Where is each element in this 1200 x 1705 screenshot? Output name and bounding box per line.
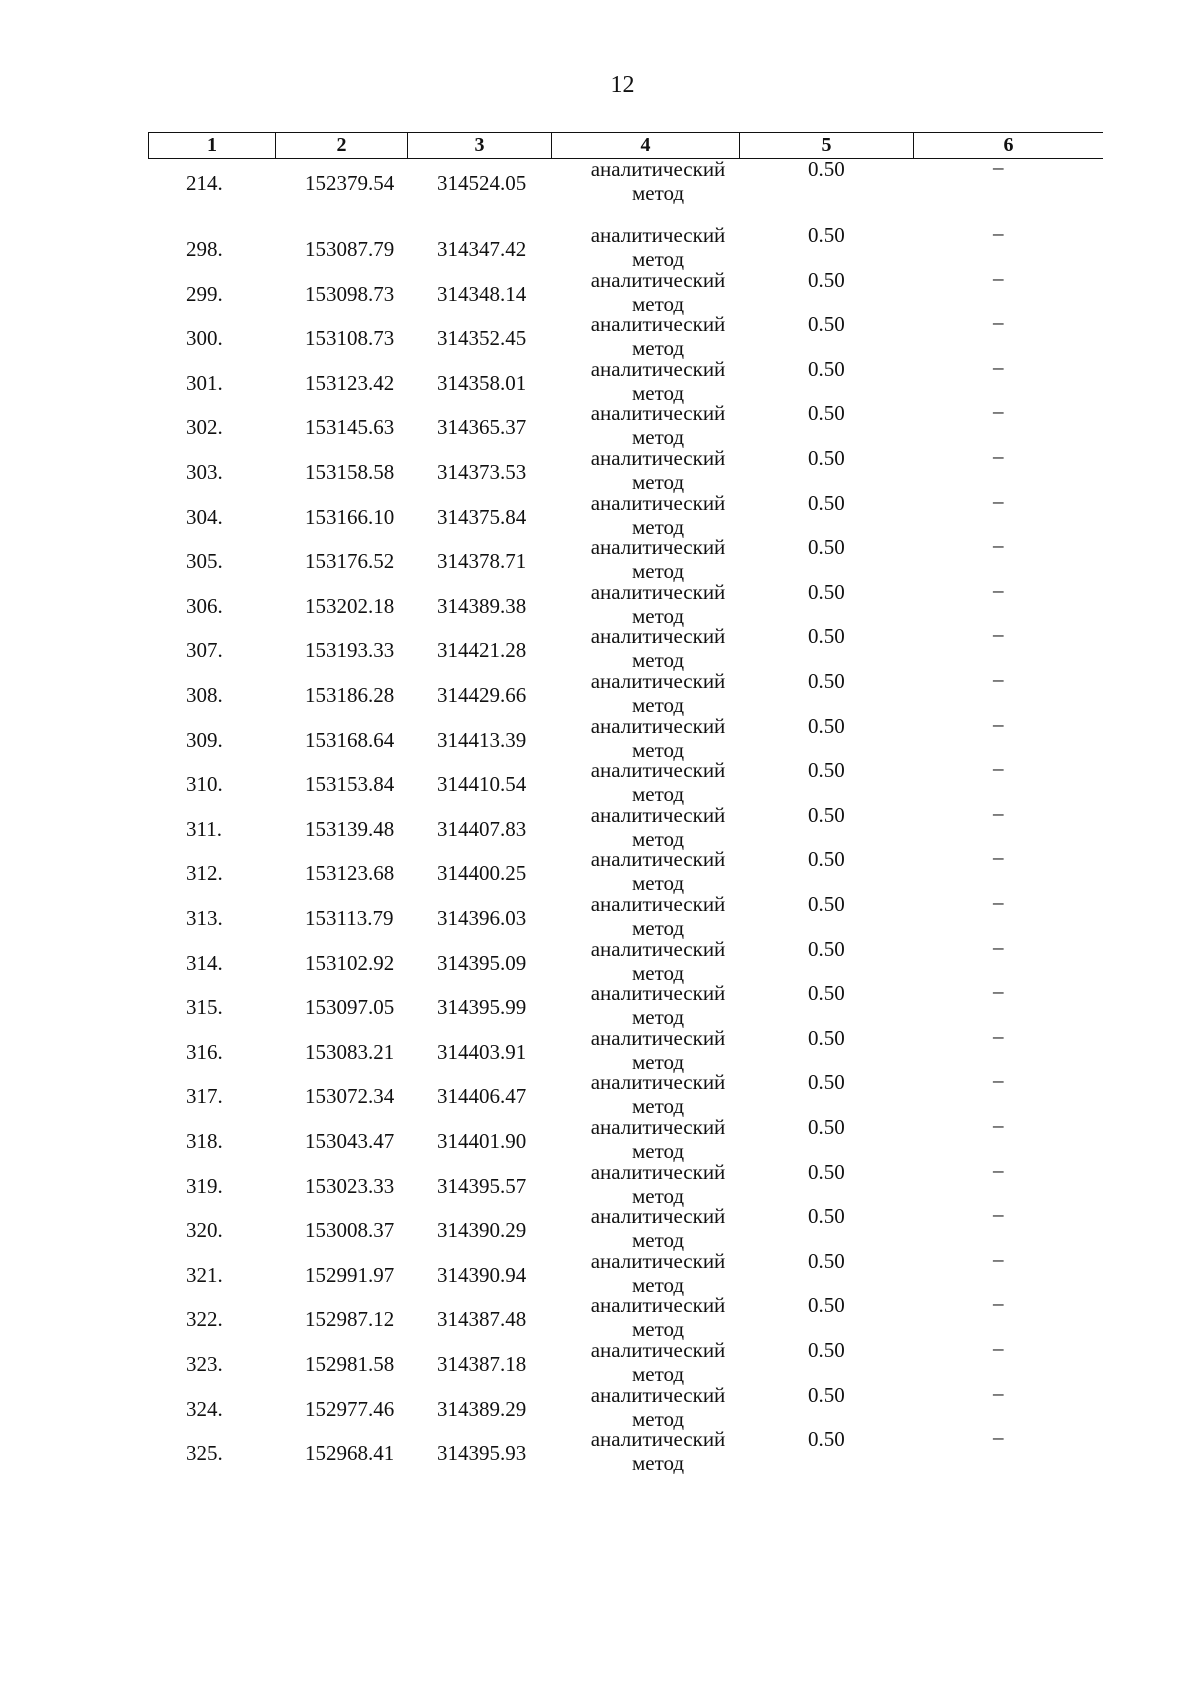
table-row — [148, 1293, 1103, 1341]
coordinate-y: 314403.91 — [437, 1039, 527, 1064]
method-line-2: метод — [631, 559, 685, 584]
accuracy-value: 0.50 — [808, 981, 845, 1006]
method-line-1: аналитический — [590, 713, 726, 738]
coordinate-y: 314387.48 — [437, 1307, 527, 1332]
accuracy-value: 0.50 — [808, 1382, 845, 1407]
accuracy-value: 0.50 — [808, 1159, 845, 1184]
accuracy-value: 0.50 — [808, 802, 845, 827]
method-cell — [578, 446, 738, 494]
method-line-1: аналитический — [590, 446, 726, 470]
note-dash: – — [993, 1380, 1004, 1405]
method-line-2: метод — [631, 1406, 685, 1431]
method-line-1: аналитический — [590, 669, 726, 693]
coordinate-y: 314373.53 — [437, 460, 527, 484]
coordinate-y: 314387.18 — [437, 1352, 527, 1376]
row-number: 317. — [186, 1084, 223, 1109]
row-number: 310. — [186, 772, 223, 797]
coordinate-y: 314396.03 — [437, 906, 527, 930]
table-row — [148, 488, 1103, 539]
method-cell — [578, 535, 738, 583]
accuracy-value: 0.50 — [808, 1338, 845, 1362]
table-row — [148, 669, 1103, 717]
accuracy-value: 0.50 — [808, 1293, 845, 1318]
table-row — [148, 1023, 1103, 1074]
method-line-2: метод — [631, 425, 685, 450]
table-row — [148, 223, 1103, 271]
accuracy-value: 0.50 — [808, 223, 845, 247]
method-line-1: аналитический — [590, 1248, 726, 1273]
coordinate-x: 153202.18 — [305, 593, 395, 618]
accuracy-value: 0.50 — [808, 312, 845, 337]
table-row — [148, 1427, 1103, 1475]
method-line-1: аналитический — [590, 1159, 726, 1184]
table-row — [148, 934, 1103, 985]
row-number: 305. — [186, 549, 223, 574]
method-cell — [578, 401, 738, 449]
note-dash: – — [993, 711, 1004, 736]
coordinate-x: 153123.68 — [305, 861, 395, 886]
coordinate-y: 314365.37 — [437, 415, 527, 440]
coordinate-x: 153097.05 — [305, 995, 395, 1020]
accuracy-value: 0.50 — [808, 936, 845, 961]
method-line-2: метод — [631, 1451, 685, 1476]
method-line-1: аналитический — [590, 936, 726, 961]
accuracy-value: 0.50 — [808, 401, 845, 426]
coordinate-y: 314390.94 — [437, 1262, 527, 1287]
note-dash: – — [993, 488, 1004, 513]
row-number: 302. — [186, 415, 223, 440]
accuracy-value: 0.50 — [808, 356, 845, 381]
coordinate-x: 152968.41 — [305, 1441, 395, 1466]
method-line-1: аналитический — [590, 490, 726, 515]
method-line-2: метод — [631, 1228, 685, 1253]
note-dash: – — [993, 310, 1004, 335]
coordinate-y: 314395.99 — [437, 995, 527, 1020]
method-line-2: метод — [631, 247, 685, 271]
method-line-1: аналитический — [590, 847, 726, 872]
table-row — [148, 758, 1103, 806]
method-cell — [578, 157, 738, 205]
method-line-2: метод — [631, 1317, 685, 1342]
method-line-2: метод — [631, 960, 685, 985]
note-dash: – — [993, 1246, 1004, 1271]
accuracy-value: 0.50 — [808, 1204, 845, 1229]
note-dash: – — [993, 890, 1004, 914]
column-header-5: 5 — [740, 133, 914, 158]
method-cell — [578, 357, 738, 405]
accuracy-value: 0.50 — [808, 267, 845, 292]
coordinate-x: 153123.42 — [305, 370, 395, 395]
method-cell — [578, 624, 738, 672]
method-cell — [578, 1427, 738, 1475]
row-number: 321. — [186, 1262, 223, 1287]
coordinate-y: 314401.90 — [437, 1129, 527, 1153]
row-number: 323. — [186, 1352, 223, 1376]
note-dash: – — [993, 845, 1004, 870]
coordinate-y: 314524.05 — [437, 171, 527, 195]
accuracy-value: 0.50 — [808, 1025, 845, 1050]
row-number: 300. — [186, 326, 223, 351]
method-line-2: метод — [631, 1094, 685, 1119]
coordinate-x: 153072.34 — [305, 1084, 395, 1109]
method-line-2: метод — [631, 737, 685, 762]
row-number: 214. — [186, 171, 223, 195]
coordinate-y: 314395.93 — [437, 1441, 527, 1466]
note-dash: – — [993, 354, 1004, 379]
note-dash: – — [993, 265, 1004, 290]
row-number: 319. — [186, 1173, 223, 1198]
accuracy-value: 0.50 — [808, 1248, 845, 1273]
row-number: 325. — [186, 1441, 223, 1466]
method-cell — [578, 1338, 738, 1386]
method-line-2: метод — [631, 336, 685, 361]
coordinate-x: 152987.12 — [305, 1307, 395, 1332]
row-number: 322. — [186, 1307, 223, 1332]
coordinate-y: 314389.38 — [437, 593, 527, 618]
table-row — [148, 1246, 1103, 1297]
note-dash: – — [993, 800, 1004, 825]
table-row — [148, 847, 1103, 895]
note-dash: – — [993, 667, 1004, 691]
method-line-2: метод — [631, 916, 685, 940]
coordinate-y: 314410.54 — [437, 772, 527, 797]
method-line-1: аналитический — [590, 223, 726, 247]
note-dash: – — [993, 756, 1004, 781]
note-dash: – — [993, 1157, 1004, 1182]
method-line-2: метод — [631, 871, 685, 896]
method-line-2: метод — [631, 1362, 685, 1386]
method-line-1: аналитический — [590, 1293, 726, 1318]
method-line-2: метод — [631, 1272, 685, 1297]
table-row — [148, 401, 1103, 449]
coordinate-y: 314400.25 — [437, 861, 527, 886]
row-number: 307. — [186, 638, 223, 663]
accuracy-value: 0.50 — [808, 713, 845, 738]
method-cell — [578, 847, 738, 895]
accuracy-value: 0.50 — [808, 490, 845, 515]
table-row — [148, 1070, 1103, 1118]
coordinate-y: 314358.01 — [437, 370, 527, 395]
coordinate-y: 314390.29 — [437, 1218, 527, 1243]
note-dash: – — [993, 155, 1004, 179]
row-number: 301. — [186, 370, 223, 395]
row-number: 308. — [186, 683, 223, 707]
accuracy-value: 0.50 — [808, 535, 845, 560]
method-cell — [578, 223, 738, 271]
method-cell — [578, 1115, 738, 1163]
row-number: 312. — [186, 861, 223, 886]
method-cell — [578, 1070, 738, 1118]
method-line-1: аналитический — [590, 1427, 726, 1452]
method-cell — [578, 312, 738, 360]
method-line-2: метод — [631, 1183, 685, 1208]
coordinate-y: 314395.09 — [437, 950, 527, 975]
method-line-2: метод — [631, 648, 685, 673]
coordinate-x: 152379.54 — [305, 171, 395, 195]
coordinate-x: 152977.46 — [305, 1396, 395, 1421]
note-dash: – — [993, 444, 1004, 468]
method-cell — [578, 892, 738, 940]
method-cell — [578, 1204, 738, 1252]
method-line-2: метод — [631, 380, 685, 405]
coordinate-y: 314421.28 — [437, 638, 527, 663]
coordinate-x: 152991.97 — [305, 1262, 395, 1287]
coordinate-x: 153186.28 — [305, 683, 395, 707]
row-number: 311. — [186, 816, 222, 841]
table-row — [148, 981, 1103, 1029]
method-line-1: аналитический — [590, 267, 726, 292]
coordinate-x: 153145.63 — [305, 415, 395, 440]
accuracy-value: 0.50 — [808, 579, 845, 604]
row-number: 299. — [186, 281, 223, 306]
coordinate-y: 314413.39 — [437, 727, 527, 752]
method-line-1: аналитический — [590, 802, 726, 827]
method-cell — [578, 714, 738, 762]
method-cell — [578, 580, 738, 628]
table-row — [148, 265, 1103, 316]
method-cell — [578, 268, 738, 316]
column-header-4: 4 — [552, 133, 740, 158]
row-number: 315. — [186, 995, 223, 1020]
accuracy-value: 0.50 — [808, 758, 845, 783]
method-line-1: аналитический — [590, 1338, 726, 1362]
coordinate-y: 314348.14 — [437, 281, 527, 306]
method-cell — [578, 491, 738, 539]
row-number: 304. — [186, 504, 223, 529]
method-line-1: аналитический — [590, 1115, 726, 1139]
method-line-1: аналитический — [590, 624, 726, 649]
column-header-6: 6 — [1003, 134, 1014, 156]
method-line-1: аналитический — [590, 312, 726, 337]
coordinate-y: 314407.83 — [437, 816, 527, 841]
method-line-2: метод — [631, 470, 685, 494]
coordinate-x: 153168.64 — [305, 727, 395, 752]
row-number: 320. — [186, 1218, 223, 1243]
note-dash: – — [993, 533, 1004, 558]
accuracy-value: 0.50 — [808, 847, 845, 872]
note-dash: – — [993, 1336, 1004, 1360]
row-number: 298. — [186, 237, 223, 261]
method-line-1: аналитический — [590, 758, 726, 783]
method-cell — [578, 758, 738, 806]
coordinate-y: 314375.84 — [437, 504, 527, 529]
method-line-2: метод — [631, 782, 685, 807]
method-line-2: метод — [631, 1005, 685, 1030]
coordinate-x: 152981.58 — [305, 1352, 395, 1376]
row-number: 314. — [186, 950, 223, 975]
row-number: 318. — [186, 1129, 223, 1153]
note-dash: – — [993, 1291, 1004, 1316]
table-row — [148, 1115, 1103, 1163]
note-dash: – — [993, 1068, 1004, 1093]
coordinate-x: 153176.52 — [305, 549, 395, 574]
coordinate-y: 314395.57 — [437, 1173, 527, 1198]
coordinate-x: 153083.21 — [305, 1039, 395, 1064]
row-number: 313. — [186, 906, 223, 930]
coordinate-y: 314406.47 — [437, 1084, 527, 1109]
table-header-row — [148, 132, 1103, 159]
method-line-1: аналитический — [590, 1204, 726, 1229]
note-dash: – — [993, 934, 1004, 959]
note-dash: – — [993, 399, 1004, 424]
method-line-1: аналитический — [590, 579, 726, 604]
row-number: 324. — [186, 1396, 223, 1421]
note-dash: – — [993, 1202, 1004, 1227]
note-dash: – — [993, 622, 1004, 647]
note-dash: – — [993, 1023, 1004, 1048]
accuracy-value: 0.50 — [808, 1427, 845, 1452]
table-row — [148, 354, 1103, 405]
accuracy-value: 0.50 — [808, 157, 845, 181]
method-line-2: метод — [631, 693, 685, 717]
accuracy-value: 0.50 — [808, 892, 845, 916]
note-dash: – — [993, 979, 1004, 1004]
method-line-1: аналитический — [590, 1382, 726, 1407]
method-cell — [578, 1160, 738, 1208]
column-header-3: 3 — [408, 133, 552, 158]
coordinate-y: 314347.42 — [437, 237, 527, 261]
coordinates-table — [148, 132, 1103, 1476]
method-line-1: аналитический — [590, 356, 726, 381]
method-line-1: аналитический — [590, 535, 726, 560]
method-line-2: метод — [631, 603, 685, 628]
method-line-1: аналитический — [590, 1025, 726, 1050]
table-row — [148, 1204, 1103, 1252]
coordinate-x: 153098.73 — [305, 281, 395, 306]
coordinate-x: 153087.79 — [305, 237, 395, 261]
table-row — [148, 577, 1103, 628]
method-line-1: аналитический — [590, 1070, 726, 1095]
note-dash: – — [993, 1113, 1004, 1137]
table-row — [148, 1338, 1103, 1386]
accuracy-value: 0.50 — [808, 669, 845, 693]
method-cell — [578, 981, 738, 1029]
coordinate-y: 314389.29 — [437, 1396, 527, 1421]
table-row — [148, 892, 1103, 940]
method-line-2: метод — [631, 826, 685, 851]
method-cell — [578, 1249, 738, 1297]
row-number: 303. — [186, 460, 223, 484]
table-row — [148, 1380, 1103, 1431]
note-dash: – — [993, 221, 1004, 245]
coordinate-x: 153153.84 — [305, 772, 395, 797]
row-number: 316. — [186, 1039, 223, 1064]
coordinate-x: 153113.79 — [305, 906, 394, 930]
coordinate-y: 314429.66 — [437, 683, 527, 707]
method-line-2: метод — [631, 291, 685, 316]
table-row — [148, 535, 1103, 583]
coordinate-x: 153166.10 — [305, 504, 395, 529]
coordinate-x: 153158.58 — [305, 460, 395, 484]
table-row — [148, 157, 1103, 205]
method-line-2: метод — [631, 1139, 685, 1163]
method-line-1: аналитический — [590, 401, 726, 426]
page-number: 12 — [610, 72, 635, 98]
row-number: 309. — [186, 727, 223, 752]
note-dash: – — [993, 1425, 1004, 1450]
method-line-1: аналитический — [590, 892, 726, 916]
table-row — [148, 446, 1103, 494]
method-line-2: метод — [631, 181, 685, 205]
accuracy-value: 0.50 — [808, 446, 845, 470]
accuracy-value: 0.50 — [808, 624, 845, 649]
method-cell — [578, 669, 738, 717]
coordinate-x: 153193.33 — [305, 638, 395, 663]
column-header-2: 2 — [276, 133, 408, 158]
table-row — [148, 711, 1103, 762]
method-cell — [578, 803, 738, 851]
table-row — [148, 624, 1103, 672]
coordinate-x: 153023.33 — [305, 1173, 395, 1198]
coordinate-x: 153008.37 — [305, 1218, 395, 1243]
coordinate-x: 153139.48 — [305, 816, 395, 841]
method-line-1: аналитический — [590, 157, 726, 181]
coordinate-y: 314352.45 — [437, 326, 527, 351]
column-header-1: 1 — [148, 133, 276, 158]
method-line-1: аналитический — [590, 981, 726, 1006]
note-dash: – — [993, 577, 1004, 602]
coordinate-y: 314378.71 — [437, 549, 527, 574]
method-cell — [578, 937, 738, 985]
method-line-2: метод — [631, 514, 685, 539]
table-row — [148, 312, 1103, 360]
coordinate-x: 153108.73 — [305, 326, 395, 351]
table-row — [148, 800, 1103, 851]
table-row — [148, 1157, 1103, 1208]
method-cell — [578, 1026, 738, 1074]
accuracy-value: 0.50 — [808, 1115, 845, 1139]
method-line-2: метод — [631, 1049, 685, 1074]
accuracy-value: 0.50 — [808, 1070, 845, 1095]
method-cell — [578, 1293, 738, 1341]
coordinate-x: 153043.47 — [305, 1129, 395, 1153]
coordinate-x: 153102.92 — [305, 950, 395, 975]
row-number: 306. — [186, 593, 223, 618]
method-cell — [578, 1383, 738, 1431]
